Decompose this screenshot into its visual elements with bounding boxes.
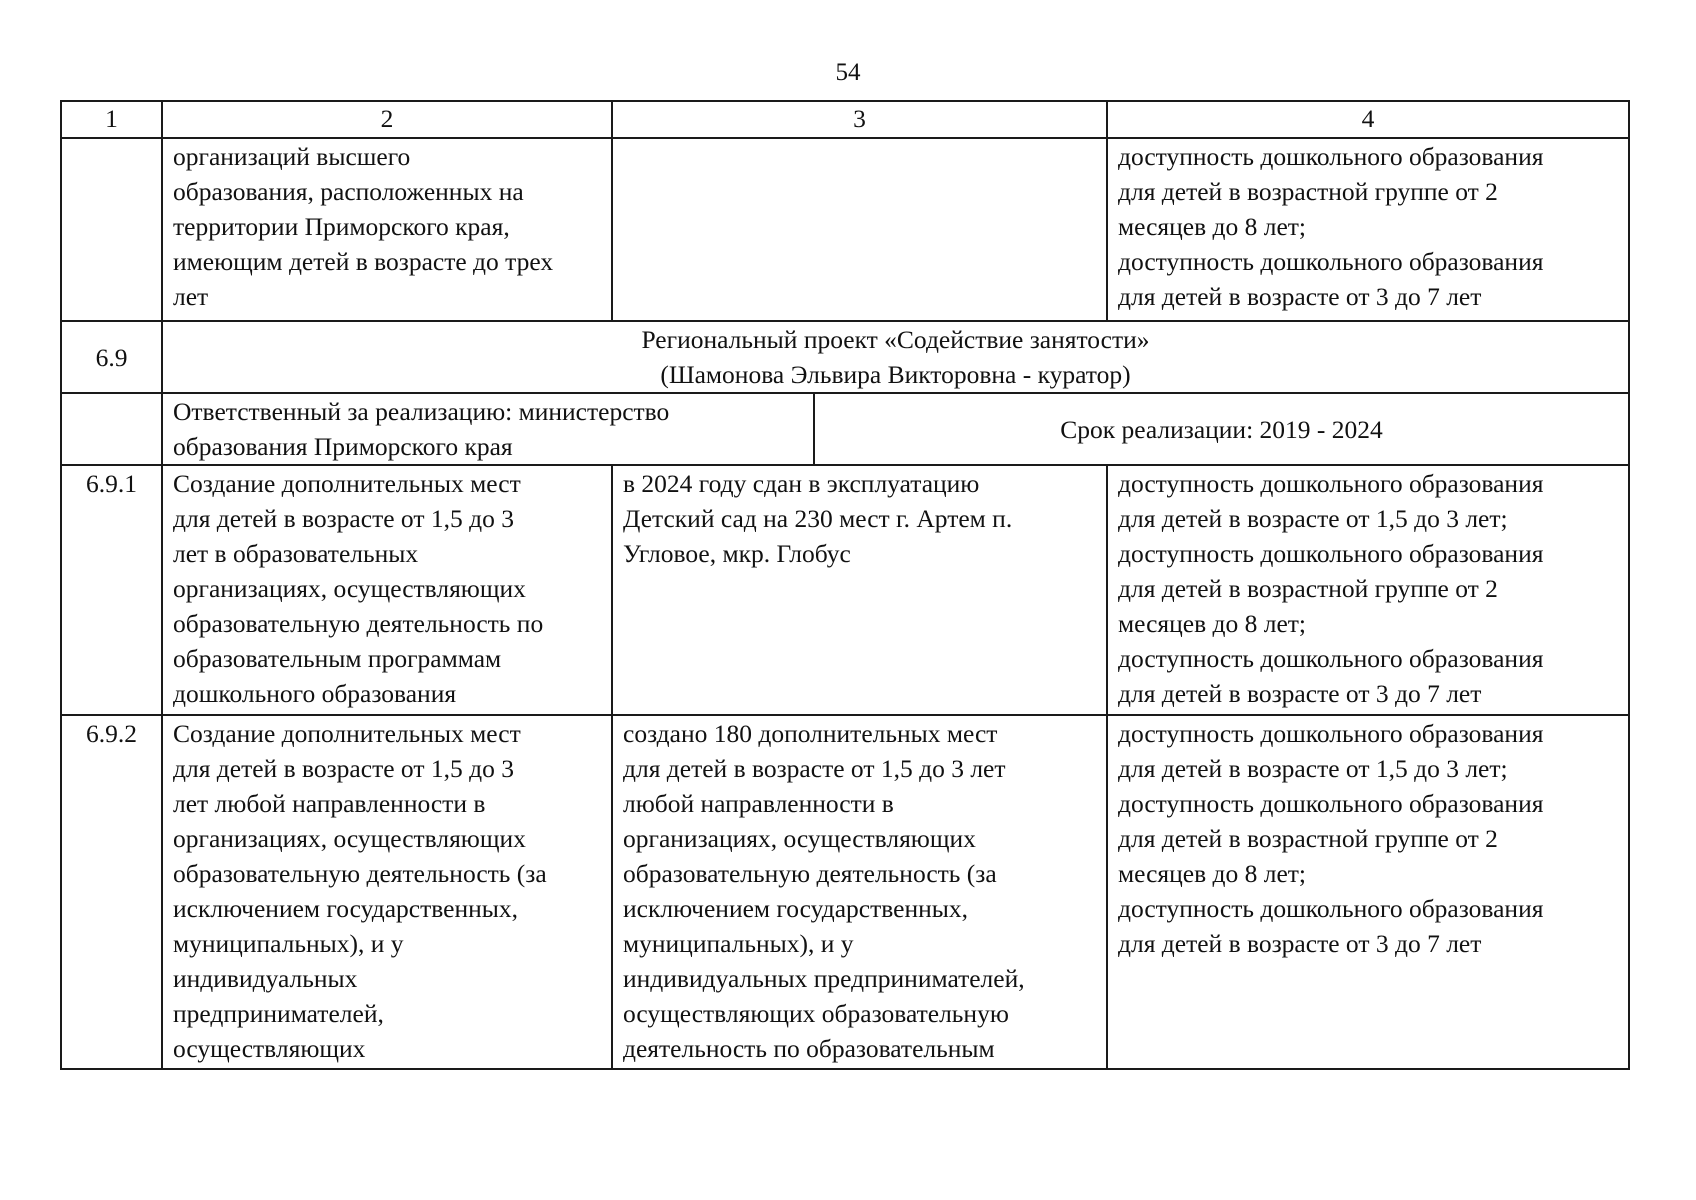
measures-table bbox=[60, 100, 1630, 1070]
indicator-cell: доступность дошкольного образования для детей в возрасте от 1,5 до 3 лет; доступность дошкольного образования для детей в возрастной группе от 2 месяцев до 8 лет; доступность дошкольного образования для детей в возрасте от 3 до 7 лет bbox=[1107, 465, 1629, 715]
project-title: Региональный проект «Содействие занятости» bbox=[641, 325, 1150, 354]
header-col-2: 2 bbox=[162, 101, 612, 138]
project-period: Срок реализации: 2019 - 2024 bbox=[814, 393, 1629, 465]
project-title-cell bbox=[162, 321, 1629, 393]
indicator-cell: доступность дошкольного образования для детей в возрасте от 1,5 до 3 лет; доступность дошкольного образования для детей в возрастной группе от 2 месяцев до 8 лет; доступность дошкольного образования для детей в возрасте от 3 до 7 лет bbox=[1107, 715, 1629, 1069]
project-number: 6.9 bbox=[61, 321, 162, 393]
continuation-result-cell bbox=[612, 138, 1107, 321]
continuation-number-cell bbox=[61, 138, 162, 321]
header-col-4: 4 bbox=[1107, 101, 1629, 138]
responsible-number-cell bbox=[61, 393, 162, 465]
row-number: 6.9.1 bbox=[61, 465, 162, 715]
project-responsible: Ответственный за реализацию: министерство образования Приморского края bbox=[162, 393, 814, 465]
header-col-1: 1 bbox=[61, 101, 162, 138]
continuation-indicator-cell: доступность дошкольного образования для детей в возрастной группе от 2 месяцев до 8 лет; доступность дошкольного образования для детей в возрасте от 3 до 7 лет bbox=[1107, 138, 1629, 321]
row-number: 6.9.2 bbox=[61, 715, 162, 1069]
measure-cell: Создание дополнительных мест для детей в возрасте от 1,5 до 3 лет в образовательных организациях, осуществляющих образовательную деятельность по образовательным программам дошкольного образования bbox=[162, 465, 612, 715]
measure-cell: Создание дополнительных мест для детей в возрасте от 1,5 до 3 лет любой направленности в организациях, осуществляющих образовательную деятельность (за исключением государственных, муниципальных), и у индивидуальных предпринимателей, осуществляющих bbox=[162, 715, 612, 1069]
continuation-measure-cell: организаций высшего образования, расположенных на территории Приморского края, имеющим детей в возрасте до трех лет bbox=[162, 138, 612, 321]
table-row bbox=[61, 465, 1629, 715]
table-header-row bbox=[61, 101, 1629, 138]
table-row-continuation bbox=[61, 138, 1629, 321]
header-col-3: 3 bbox=[612, 101, 1107, 138]
table-row bbox=[61, 715, 1629, 1069]
result-cell: создано 180 дополнительных мест для детей в возрасте от 1,5 до 3 лет любой направленности в организациях, осуществляющих образовательную деятельность (за исключением государственных, муниципальных), и у индивидуальных предпринимателей, осуществляющих образовательную деятельность по образовательным bbox=[612, 715, 1107, 1069]
project-title-row bbox=[61, 321, 1629, 393]
page-number: 54 bbox=[835, 59, 861, 86]
result-cell: в 2024 году сдан в эксплуатацию Детский сад на 230 мест г. Артем п. Угловое, мкр. Глобус bbox=[612, 465, 1107, 715]
project-curator: (Шамонова Эльвира Викторовна - куратор) bbox=[660, 360, 1131, 389]
project-responsible-row bbox=[61, 393, 1629, 465]
